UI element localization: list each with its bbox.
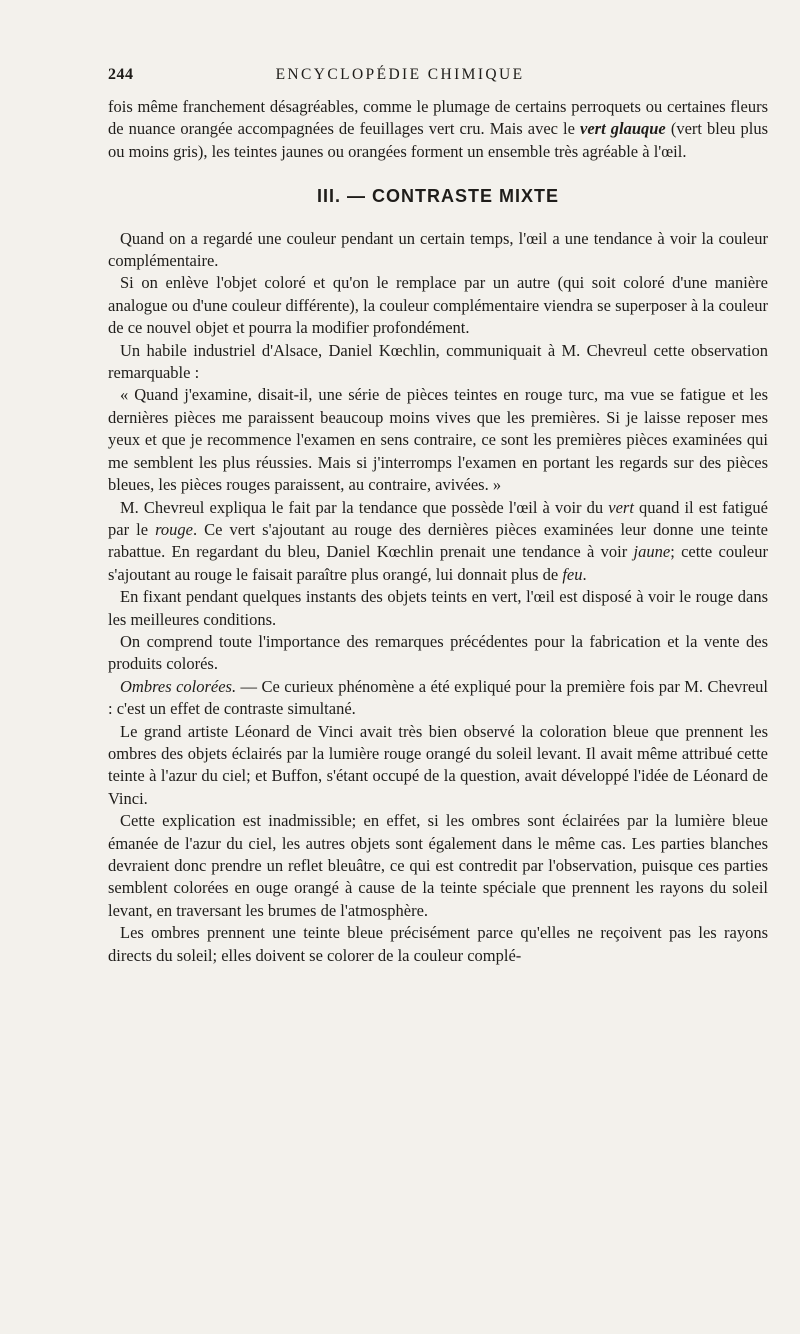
paragraph: M. Chevreul expliqua le fait par la tendance que possède l'œil à voir du vert quand il est fatigué par le rouge. Ce vert s'ajoutant au rouge des dernières pièces examinées leur donne une teinte rabattue. En regardant du bleu, Daniel Kœchlin prenait une tendance à voir jaune; cette couleur s'ajoutant au rouge le faisait paraître plus orangé, lui donnait plus de feu.	[108, 497, 769, 584]
page-number: 244	[108, 66, 134, 83]
italic-term: rouge	[155, 519, 193, 539]
paragraph: On comprend toute l'importance des remarques précédentes pour la fabrication et la vente des produits colorés.	[108, 631, 768, 674]
paragraph: Si on enlève l'objet coloré et qu'on le remplace par un autre (qui soit coloré d'une manière analogue ou d'une couleur différente), la couleur complémentaire viendra se superposer à la couleur de ce nouvel objet et pourra la modifier profondément.	[108, 273, 768, 338]
italic-term: vert	[608, 497, 634, 517]
running-title: ENCYCLOPÉDIE CHIMIQUE	[275, 66, 525, 83]
section-heading: III. — CONTRASTE MIXTE	[316, 186, 559, 207]
paragraph: Les ombres prennent une teinte bleue précisément parce qu'elles ne reçoivent pas les rayons directs du soleil; elles doivent se colorer de la couleur complé-	[108, 923, 768, 965]
italic-term: vert glauque	[580, 119, 666, 139]
page-header	[108, 66, 692, 86]
paragraph: Ombres colorées. — Ce curieux phénomène a été expliqué pour la première fois par M. Chevreul : c'est un effet de contraste simultané.	[108, 676, 768, 719]
body-text	[108, 96, 768, 967]
paragraph: En fixant pendant quelques instants des objets teints en vert, l'œil est disposé à voir le rouge dans les meilleures conditions.	[108, 587, 768, 629]
paragraph: Quand on a regardé une couleur pendant un certain temps, l'œil a une tendance à voir la couleur complémentaire.	[108, 228, 768, 271]
paragraph: Le grand artiste Léonard de Vinci avait très bien observé la coloration bleue que prennent les ombres des objets éclairés par la lumière rouge orangé du soleil levant. Il avait même attribué cette teinte à l'azur du ciel; et Buffon, s'étant occupé de la question, avait développé l'idée de Léonard de Vinci.	[108, 721, 768, 808]
paragraph: Un habile industriel d'Alsace, Daniel Kœchlin, communiquait à M. Chevreul cette observation remarquable :	[108, 340, 768, 383]
paragraph: fois même franchement désagréables, comme le plumage de certains perroquets ou certaines fleurs de nuance orangée accompagnées de feuillages vert cru. Mais avec le vert glauque (vert bleu plus ou moins gris), les teintes jaunes ou orangées forment un ensemble très agréable à l'œil.	[108, 97, 768, 161]
paragraph: Cette explication est inadmissible; en effet, si les ombres sont éclairées par la lumière bleue émanée de l'azur du ciel, les autres objets sont également dans le même cas. Les parties blanches devraient donc prendre un reflet bleuâtre, ce qui est contredit par l'observation, puisque ces parties semblent colorées en ouge orangé à cause de la teinte spéciale que prennent les rayons du soleil levant, en traversant les brumes de l'atmosphère.	[108, 811, 768, 920]
quotation-paragraph: « Quand j'examine, disait-il, une série de pièces teintes en rouge turc, ma vue se fatigue et les dernières pièces me paraissent beaucoup moins vives que les premières. Si je laisse reposer mes yeux et que je recommence l'examen en sens contraire, ce sont les premières pièces examinées qui me semblent les plus réussies. Mais si j'interromps l'examen en portant les regards sur des pièces bleues, les pièces rouges paraissent, au contraire, avivées. »	[108, 385, 768, 495]
italic-term: jaune	[633, 542, 671, 562]
italic-term: feu	[562, 564, 583, 584]
italic-subheading: Ombres colorées.	[120, 676, 237, 696]
